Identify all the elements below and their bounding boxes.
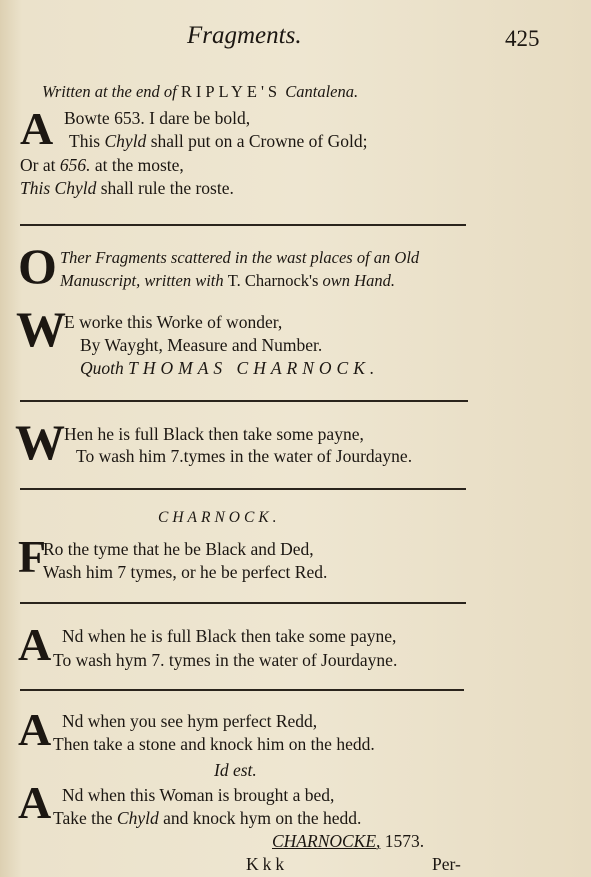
section3-attribution-name: THOMAS CHARNOCK. (128, 358, 380, 378)
section7-signature-year: 1573. (380, 831, 425, 851)
section3-dropcap: W (16, 301, 66, 357)
section7-dropcap: A (18, 704, 52, 755)
section2-heading-line2-b: own Hand. (318, 271, 395, 290)
section2-heading-line2-name: T. Charnock's (227, 271, 319, 290)
section1-heading-post: Cantalena. (281, 82, 359, 101)
section4-line2: To wash him 7.tymes in the water of Jourdayne. (76, 446, 413, 466)
section6-line1: Nd when he is full Black then take some payne, (62, 626, 397, 646)
divider-1 (20, 224, 466, 226)
section5-line2: Wash him 7 tymes, or he be perfect Red. (43, 562, 328, 582)
section7-signature-name: CHARNOCKE, (272, 831, 381, 851)
section1-line2 (69, 131, 367, 151)
section4-dropcap: W (15, 414, 65, 470)
section7-line1: Nd when you see hym perfect Redd, (62, 711, 318, 731)
section3-line1: E worke this Worke of wonder, (64, 312, 283, 332)
section2-heading-line1: Ther Fragments scattered in the wast places of an Old (60, 248, 420, 267)
section7-signature (272, 831, 424, 851)
section1-heading (42, 82, 358, 102)
section7-dropcap2: A (18, 777, 52, 828)
section1-line4-b: shall rule the roste. (96, 178, 234, 198)
section7-idest: Id est. (214, 760, 257, 780)
section7-line3: Nd when this Woman is brought a bed, (62, 785, 335, 805)
section5-dropcap: F (18, 531, 47, 582)
section7-line4-a: Take the (53, 808, 117, 828)
section7-line2: Then take a stone and knock him on the hedd. (53, 734, 375, 754)
section5-heading: CHARNOCK. (158, 509, 281, 526)
section3-attribution (80, 358, 379, 378)
section1-dropcap: A (20, 103, 54, 154)
section4-line1: Hen he is full Black then take some payne, (64, 424, 364, 444)
section2-heading-line2 (60, 271, 395, 291)
section7-line4-b: and knock hym on the hedd. (158, 808, 362, 828)
divider-4 (20, 602, 466, 604)
section7-line4 (53, 808, 361, 828)
page-number: 425 (505, 26, 540, 51)
section1-line3 (20, 155, 184, 175)
section3-line2: By Wayght, Measure and Number. (80, 335, 323, 355)
section5-line1: Ro the tyme that he be Black and Ded, (43, 539, 314, 559)
section1-heading-name: RIPLYE'S (180, 82, 282, 101)
divider-5 (20, 689, 464, 691)
section2-heading-line2-a: Manuscript, written with (60, 271, 228, 290)
section1-line4 (20, 178, 234, 198)
section1-heading-pre: Written at the end of (42, 82, 181, 101)
divider-3 (20, 488, 466, 490)
section1-line3-it: 656. (59, 155, 91, 175)
section2-dropcap: O (18, 238, 57, 294)
section1-line1: Bowte 653. I dare be bold, (64, 108, 251, 128)
section1-line2-a: This (69, 131, 105, 151)
signature-mark: Kkk (246, 854, 289, 874)
section1-line3-b: at the moste, (90, 155, 184, 175)
catchword: Per- (432, 854, 461, 874)
section1-line4-it: This Chyld (20, 178, 97, 198)
section1-line2-it: Chyld (104, 131, 147, 151)
divider-2 (20, 400, 468, 402)
section7-line4-it: Chyld (116, 808, 159, 828)
section6-dropcap: A (18, 619, 52, 670)
running-title: Fragments. (187, 22, 302, 49)
section1-line2-b: shall put on a Crowne of Gold; (146, 131, 368, 151)
section1-line3-a: Or at (20, 155, 60, 175)
section3-attribution-it: Quoth (80, 358, 129, 378)
section6-line2: To wash hym 7. tymes in the water of Jourdayne. (53, 650, 398, 670)
